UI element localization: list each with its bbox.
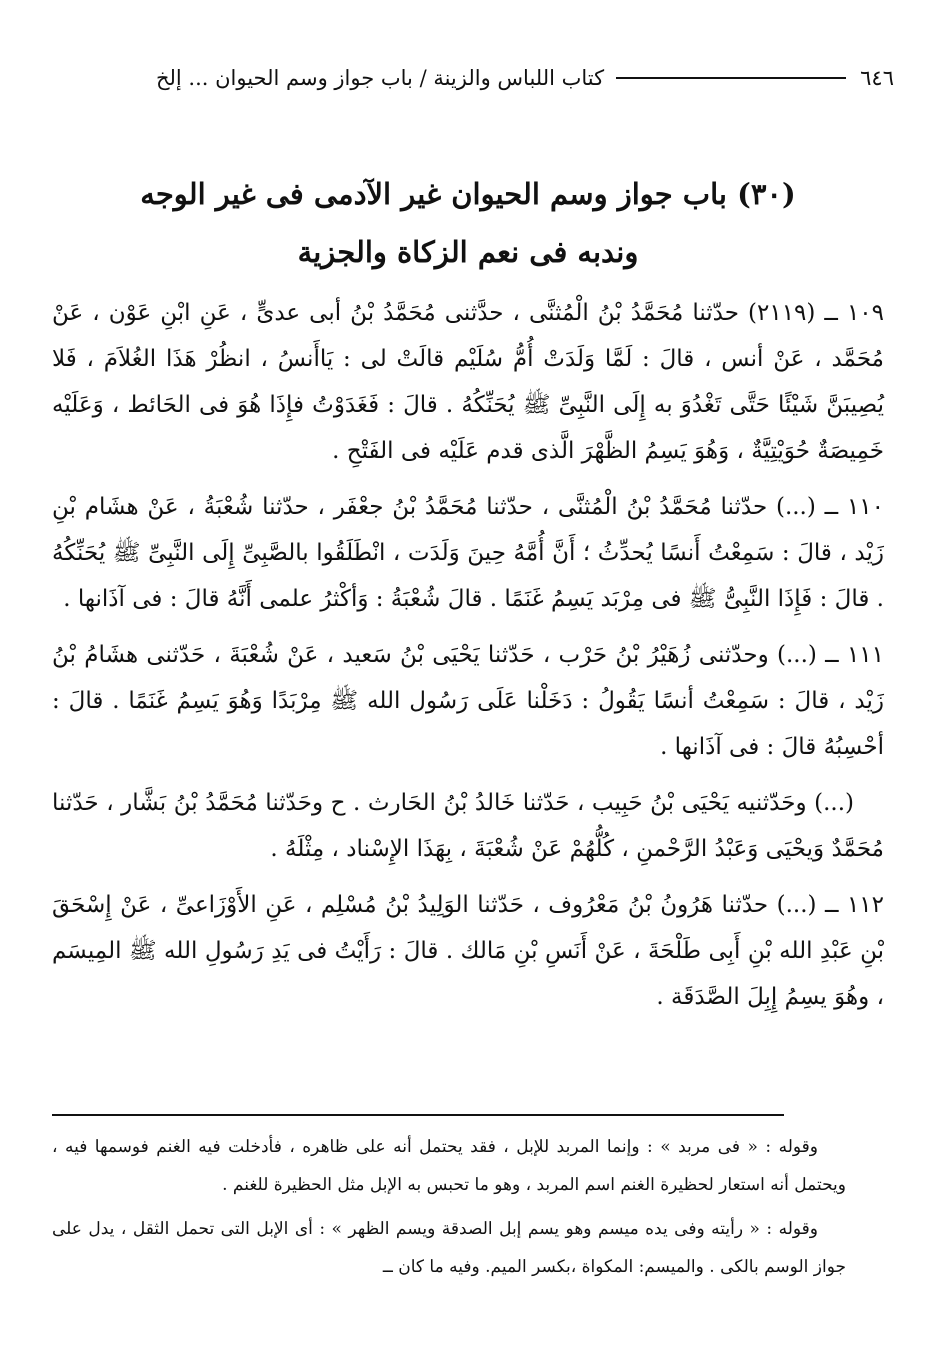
hadith-109: ١٠٩ ــ (٢١١٩) حدّثنا مُحَمَّدُ بْنُ الْمُثنَّى ، حدَّثنى مُحَمَّدُ بْنُ أبى عدىٍّ ، عَنِ ابْنِ عَوْن ، عَنْ مُحَمَّد ، عَنْ أنس ، قالَ : لَمَّا وَلَدَتْ أُمُّ سُلَيْم قالَتْ لى : يَاأَنسُ ، انظُرْ هَذَا الغُلاَمَ ، فَلا يُصِيبَنَّ شَيْئًا حَتَّى تَغْدُوَ به إِلَى النَّبِىِّ ﷺ يُحَنِّكُهُ . قالَ : فَغَدَوْتُ فإِذَا هُوَ فى الحَائط ، وَعَلَيْه خَمِيصَةٌ حُوَيْتِيَّةٌ ، وَهُوَ يَسِمُ الظَّهْرَ الَّذى قدم عَلَيْه فى الفَتْحِ . <box>52 300 884 464</box>
commentary-notes <box>52 1128 846 1292</box>
note-maysam: وقوله : « رأيته وفى يده ميسم وهو يسم إبل الصدقة ويسم الظهر » : أى الإبل التى تحمل الثقل ، يدل على جواز الوسم بالكى . والميسم: المكواة ،بكسر الميم. وفيه ما كان ــ <box>52 1219 846 1277</box>
page-number: ٦٤٦ <box>860 66 894 90</box>
hadith-112: ١١٢ ــ (...) حدّثنا هَرُونُ بْنُ مَعْرُوف ، حَدّثنا الوَلِيدُ بْنُ مُسْلِم ، عَنِ الأَوْزَاعىِّ ، عَنْ إِسْحَقَ بْنِ عَبْدِ الله بْنِ أَبِى طَلْحَةَ ، عَنْ أَنَسِ بْنِ مَالك . قالَ : رَأَيْتُ فى يَدِ رَسُولِ الله ﷺ المِيسَم ، وهُوَ يسِمُ إِبِلَ الصَّدَقَة . <box>52 892 884 1010</box>
hadith-text <box>52 290 884 1030</box>
chapter-title: (٣٠) باب جواز وسم الحيوان غير الآدمى فى غير الوجه وندبه فى نعم الزكاة والجزية <box>140 177 796 269</box>
footnote-divider <box>52 1114 784 1116</box>
running-title: كتاب اللباس والزينة / باب جواز وسم الحيوان ... إلخ <box>155 66 605 90</box>
hadith-110: ١١٠ ــ (...) حدّثنا مُحَمَّدُ بْنُ الْمُثنَّى ، حدّثنا مُحَمَّدُ بْنُ جعْفَر ، حدّثنا شُعْبَةُ ، عَنْ هشَام بْنِ زَيْد ، قالَ : سَمِعْتُ أَنسًا يُحدِّثُ ؛ أَنَّ أُمَّهُ حِينَ وَلَدَت ، انْطَلَقُوا بالصَّبِىِّ إِلَى النَّبِىِّ ﷺ يُحَنِّكُهُ . قالَ : فَإِذَا النَّبِىُّ ﷺ فى مِرْبَد يَسِمُ غَنَمًا . قالَ شُعْبَةُ : وَأكْثرُ علمى أَنَّهُ قالَ : فى آذَانها . <box>52 494 884 612</box>
note-mirbad: وقوله : « فى مربد » : وإنما المربد للإبل ، فقد يحتمل أنه على ظاهره ، فأدخلت فيه الغنم فوسمها فيه ، ويحتمل أنه استعار لحظيرة الغنم اسم المربد ، وهو ما تحبس به الإبل مثل الحظيرة للغنم . <box>52 1137 846 1195</box>
hadith-111: ١١١ ــ (...) وحدّثنى زُهَيْرُ بْنُ حَرْب ، حَدّثنا يَحْيَى بْنُ سَعيد ، عَنْ شُعْبَةَ ، حَدّثنى هشَامُ بْنُ زَيْد ، قالَ : سَمِعْتُ أنسًا يَقُولُ : دَخَلْنا عَلَى رَسُول الله ﷺ مِرْبَدًا وَهُوَ يَسِمُ غَنَمًا . قالَ : أحْسِبُهُ قالَ : فى آذَانها . <box>52 642 884 760</box>
header-rule <box>616 77 846 79</box>
running-head <box>42 58 894 98</box>
hadith-111-variant: (...) وحَدّثنيه يَحْيَى بْنُ حَبِيب ، حَدّثنا خَالدُ بْنُ الحَارث . ح وحَدّثنا مُحَمَّدُ بْنُ بَشَّار ، حَدّثنا مُحَمَّدٌ وَيحْيَى وَعَبْدُ الرَّحْمنِ ، كُلُّهُمْ عَنْ شُعْبَةَ ، بِهَذَا الإِسْناد ، مِثْلَهُ . <box>52 790 884 862</box>
